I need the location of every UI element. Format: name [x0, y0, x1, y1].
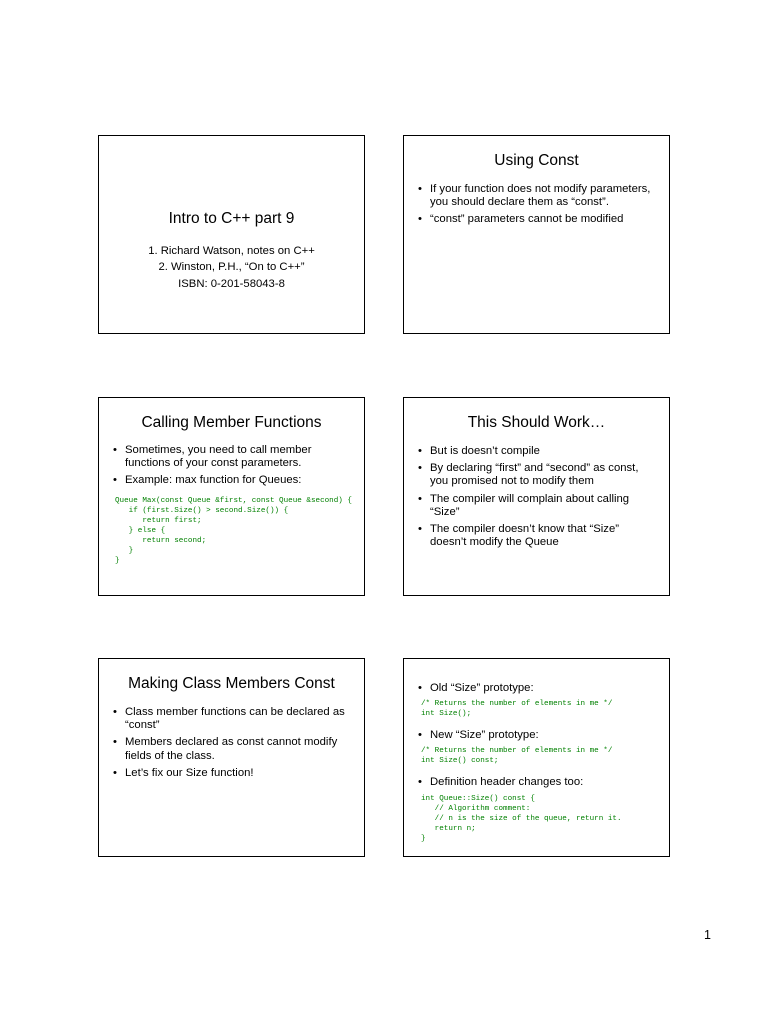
slide-title: Intro to C++ part 9 — [168, 210, 295, 227]
slide-using-const — [403, 135, 670, 334]
code-block: int Queue::Size() const { // Algorithm comment: // n is the size of the queue, return it. return n; } — [421, 794, 622, 843]
code-block: Queue Max(const Queue &first, const Queue &second) { if (first.Size() > second.Size()) { return first; } else { return second; } } — [115, 496, 352, 565]
page-number: 1 — [704, 928, 711, 942]
code-block: /* Returns the number of elements in me */ int Size(); — [421, 700, 613, 719]
slide-size-prototypes — [403, 658, 670, 857]
slide-this-should-work — [403, 397, 670, 596]
slide-making-class-members-const — [98, 658, 365, 857]
bullet-item: • Members declared as const cannot modify fields of the class. — [113, 736, 348, 762]
slide-title: This Should Work… — [467, 414, 606, 431]
bullet-item: • The compiler will complain about calling “Size” — [418, 493, 653, 519]
bullet-item: • Definition header changes too: — [404, 776, 669, 789]
reference-item: 2. Winston, P.H., “On to C++” — [158, 261, 305, 274]
references — [99, 243, 364, 292]
bullet-item: • But is doesn’t compile — [418, 445, 653, 458]
bullet-list — [99, 706, 364, 780]
bullet-list — [99, 444, 364, 488]
code-block: /* Returns the number of elements in me */ int Size() const; — [421, 747, 613, 766]
bullet-item: • The compiler doesn’t know that “Size” doesn’t modify the Queue — [418, 523, 653, 549]
bullet-list — [404, 445, 669, 549]
bullet-item: • Example: max function for Queues: — [113, 474, 348, 487]
bullet-list — [404, 183, 669, 227]
bullet-item: • New “Size” prototype: — [404, 729, 669, 742]
reference-item: 1. Richard Watson, notes on C++ — [148, 245, 315, 257]
slide-title: Using Const — [494, 152, 579, 169]
slide-calling-member-functions — [98, 397, 365, 596]
bullet-item: • Sometimes, you need to call member functions of your const parameters. — [113, 444, 348, 470]
slide-intro — [98, 135, 365, 334]
bullet-item: • By declaring “first” and “second” as const, you promised not to modify them — [418, 462, 653, 488]
slide-title: Making Class Members Const — [128, 675, 335, 692]
bullet-item: • “const” parameters cannot be modified — [418, 213, 653, 226]
bullet-item: • Let’s fix our Size function! — [113, 767, 348, 780]
bullet-item: • If your function does not modify parameters, you should declare them as “const”. — [418, 183, 653, 209]
bullet-item: • Old “Size” prototype: — [404, 682, 669, 695]
bullet-item: • Class member functions can be declared as “const” — [113, 706, 348, 732]
slide-title: Calling Member Functions — [141, 414, 322, 431]
reference-item: ISBN: 0-201-58043-8 — [178, 277, 285, 290]
